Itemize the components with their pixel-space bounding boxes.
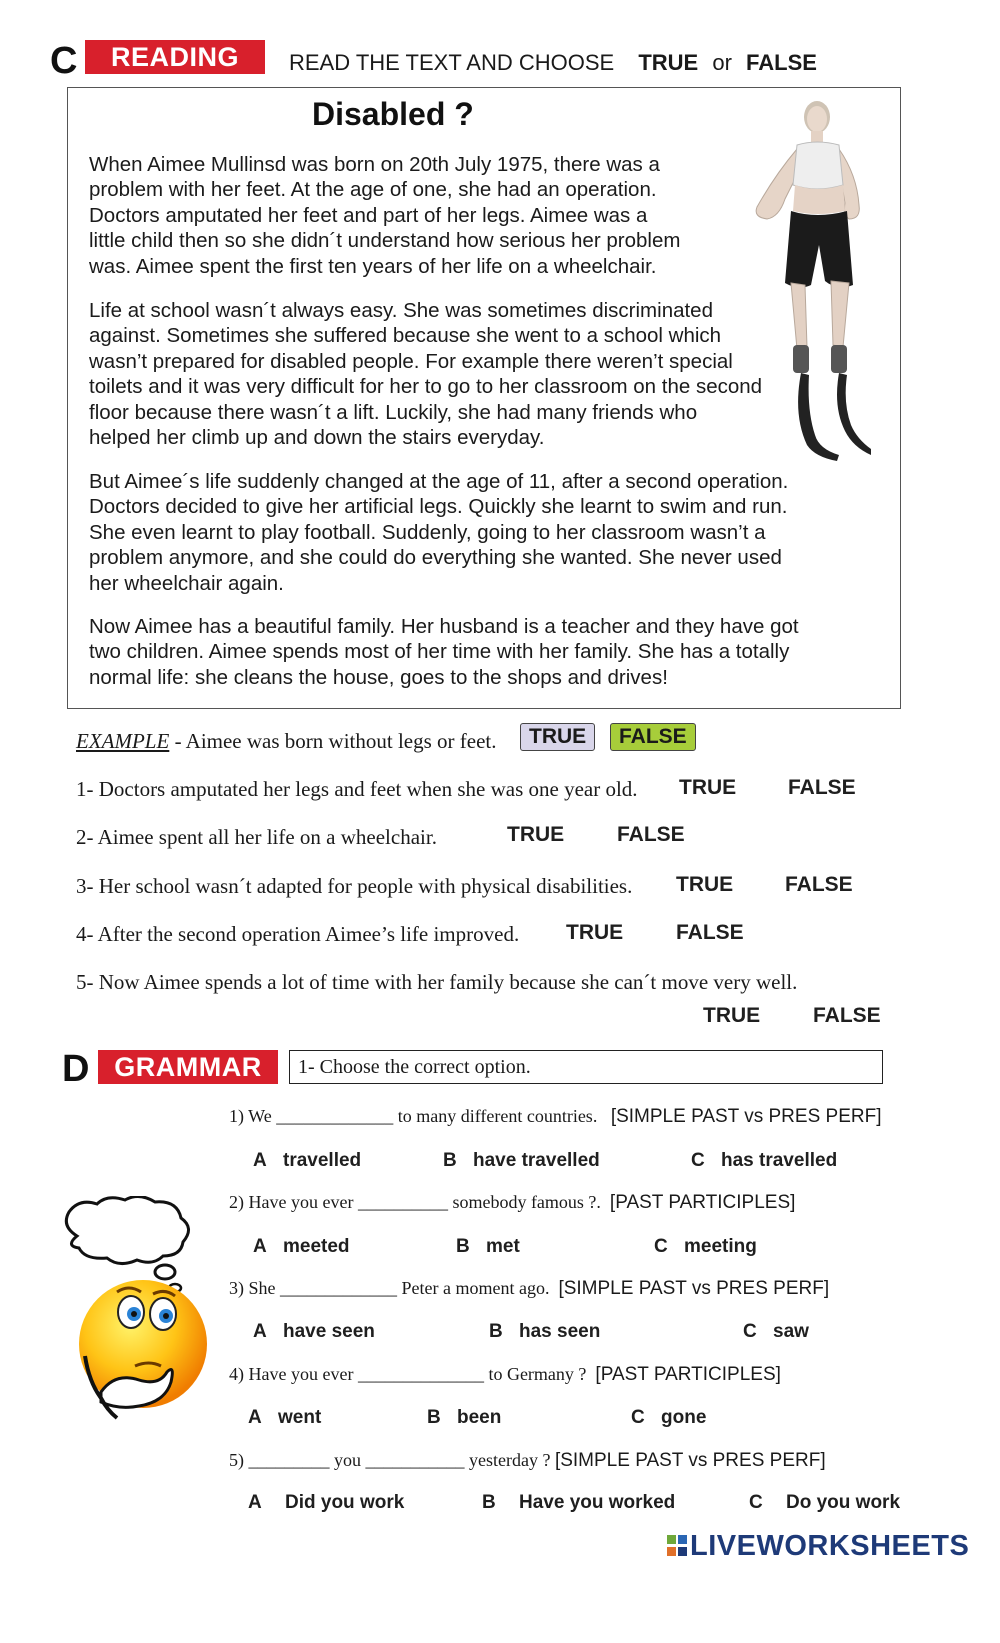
q5-true-option[interactable]: TRUE bbox=[703, 1004, 761, 1027]
question-1: 1- Doctors amputated her legs and feet when she was one year old. bbox=[76, 777, 638, 801]
paragraph-line: wasn’t prepared for disabled people. For example there weren’t special bbox=[89, 349, 733, 373]
q4-false-option[interactable]: FALSE bbox=[676, 921, 744, 944]
example-question bbox=[76, 729, 496, 754]
q3-true-option[interactable]: TRUE bbox=[676, 873, 734, 896]
paragraph-line: against. Sometimes she suffered because she went to a school which bbox=[89, 324, 722, 348]
q1-option-b[interactable]: B have travelled bbox=[443, 1150, 600, 1171]
section-c-label: READING bbox=[85, 40, 265, 74]
instruction-or: or bbox=[712, 50, 732, 75]
grammar-q4 bbox=[229, 1364, 781, 1386]
paragraph-3 bbox=[89, 469, 788, 596]
instruction-true: TRUE bbox=[638, 50, 699, 75]
q3-option-b[interactable]: B has seen bbox=[489, 1321, 601, 1342]
grammar-instruction-box: 1- Choose the correct option. bbox=[289, 1050, 883, 1084]
q5-option-c[interactable]: C Do you work bbox=[749, 1492, 901, 1513]
q1-option-c[interactable]: C has travelled bbox=[691, 1150, 838, 1171]
example-text: - Aimee was born without legs or feet. bbox=[169, 729, 497, 753]
q-text: 3) She _____________ Peter a moment ago. bbox=[229, 1278, 550, 1298]
q1-false-option[interactable]: FALSE bbox=[788, 776, 856, 799]
q2-false-option[interactable]: FALSE bbox=[617, 823, 685, 846]
paragraph-line: problem anymore, and she could do everything she wanted. She never used bbox=[89, 546, 782, 570]
paragraph-line: toilets and it was very difficult for her to go to her classroom on the second bbox=[89, 375, 763, 399]
question-3: 3- Her school wasn´t adapted for people with physical disabilities. bbox=[76, 874, 633, 898]
q3-option-c[interactable]: C saw bbox=[743, 1321, 809, 1342]
q4-option-a[interactable]: A went bbox=[248, 1407, 322, 1428]
paragraph-line: was. Aimee spent the first ten years of her life on a wheelchair. bbox=[89, 254, 657, 278]
paragraph-line: She even learnt to play football. Suddenly, going to her classroom wasn’t a bbox=[89, 520, 766, 544]
paragraph-line: normal life: she cleans the house, goes to the shops and drives! bbox=[89, 665, 668, 689]
paragraph-line: helped her climb up and down the stairs everyday. bbox=[89, 426, 545, 450]
q-tag: [PAST PARTICIPLES] bbox=[609, 1192, 796, 1213]
instruction-false: FALSE bbox=[746, 50, 817, 75]
grammar-q1 bbox=[229, 1106, 881, 1128]
section-d-label: GRAMMAR bbox=[98, 1050, 278, 1084]
paragraph-line: her wheelchair again. bbox=[89, 571, 284, 595]
paragraph-4 bbox=[89, 614, 799, 690]
example-true-box[interactable]: TRUE bbox=[520, 723, 595, 751]
q2-true-option[interactable]: TRUE bbox=[507, 823, 565, 846]
q2-option-a[interactable]: A meeted bbox=[253, 1236, 350, 1257]
paragraph-line: Doctors amputated her feet and part of her legs. Aimee was a bbox=[89, 203, 648, 227]
example-false-box[interactable]: FALSE bbox=[610, 723, 696, 751]
section-c-letter: C bbox=[50, 40, 78, 82]
liveworksheets-logo bbox=[666, 1530, 969, 1563]
q-tag: [PAST PARTICIPLES] bbox=[595, 1364, 781, 1385]
question-2: 2- Aimee spent all her life on a wheelchair. bbox=[76, 825, 437, 849]
q-tag: [SIMPLE PAST vs PRES PERF] bbox=[554, 1450, 826, 1471]
reading-instruction bbox=[289, 50, 817, 76]
q3-false-option[interactable]: FALSE bbox=[785, 873, 853, 896]
q4-option-c[interactable]: C gone bbox=[631, 1407, 707, 1428]
q-text: 2) Have you ever __________ somebody famous ?. bbox=[229, 1192, 601, 1212]
instruction-text: READ THE TEXT AND CHOOSE bbox=[289, 50, 615, 75]
q4-true-option[interactable]: TRUE bbox=[566, 921, 624, 944]
q5-option-b[interactable]: B Have you worked bbox=[482, 1492, 676, 1513]
athlete-illustration bbox=[745, 95, 875, 467]
paragraph-line: floor because there wasn´t a lift. Luckily, she had many friends who bbox=[89, 400, 698, 424]
grammar-q3 bbox=[229, 1278, 829, 1300]
reading-title: Disabled ? bbox=[312, 96, 474, 132]
question-4: 4- After the second operation Aimee’s life improved. bbox=[76, 922, 520, 946]
q2-option-b[interactable]: B met bbox=[456, 1236, 520, 1257]
q5-option-a[interactable]: A Did you work bbox=[248, 1492, 405, 1513]
q-text: 5) _________ you ___________ yesterday ? bbox=[229, 1450, 551, 1470]
paragraph-line: Now Aimee has a beautiful family. Her husband is a teacher and they have got bbox=[89, 615, 799, 638]
logo-grid-icon bbox=[666, 1534, 688, 1558]
q-tag: [SIMPLE PAST vs PRES PERF] bbox=[610, 1106, 882, 1127]
paragraph-2 bbox=[89, 298, 762, 450]
q1-option-a[interactable]: A travelled bbox=[253, 1150, 362, 1171]
paragraph-line: Doctors decided to give her artificial legs. Quickly she learnt to swim and run. bbox=[89, 495, 788, 519]
thinking-face-icon bbox=[55, 1196, 215, 1421]
paragraph-line: problem with her feet. At the age of one, she had an operation. bbox=[89, 178, 657, 202]
paragraph-line: two children. Aimee spends most of her time with her family. She has a totally bbox=[89, 640, 790, 664]
grammar-q5 bbox=[229, 1450, 826, 1472]
q-text: 4) Have you ever ______________ to Germany ? bbox=[229, 1364, 587, 1384]
paragraph-1 bbox=[89, 152, 680, 279]
q1-true-option[interactable]: TRUE bbox=[679, 776, 737, 799]
section-d-letter: D bbox=[62, 1048, 90, 1090]
paragraph-line: Life at school wasn´t always easy. She was sometimes discriminated bbox=[89, 299, 713, 322]
q2-option-c[interactable]: C meeting bbox=[654, 1236, 757, 1257]
paragraph-line: little child then so she didn´t understand how serious her problem bbox=[89, 229, 681, 253]
logo-text: LIVEWORKSHEETS bbox=[690, 1530, 970, 1562]
paragraph-line: But Aimee´s life suddenly changed at the age of 11, after a second operation. bbox=[89, 470, 789, 493]
example-label: EXAMPLE bbox=[76, 729, 170, 753]
grammar-q2 bbox=[229, 1192, 795, 1214]
q4-option-b[interactable]: B been bbox=[427, 1407, 502, 1428]
q3-option-a[interactable]: A have seen bbox=[253, 1321, 375, 1342]
q5-false-option[interactable]: FALSE bbox=[813, 1004, 881, 1027]
question-5: 5- Now Aimee spends a lot of time with her family because she can´t move very well. bbox=[76, 970, 798, 994]
paragraph-line: When Aimee Mullinsd was born on 20th July 1975, there was a bbox=[89, 153, 660, 176]
q-tag: [SIMPLE PAST vs PRES PERF] bbox=[558, 1278, 830, 1299]
q-text: 1) We _____________ to many different countries. bbox=[229, 1106, 598, 1126]
